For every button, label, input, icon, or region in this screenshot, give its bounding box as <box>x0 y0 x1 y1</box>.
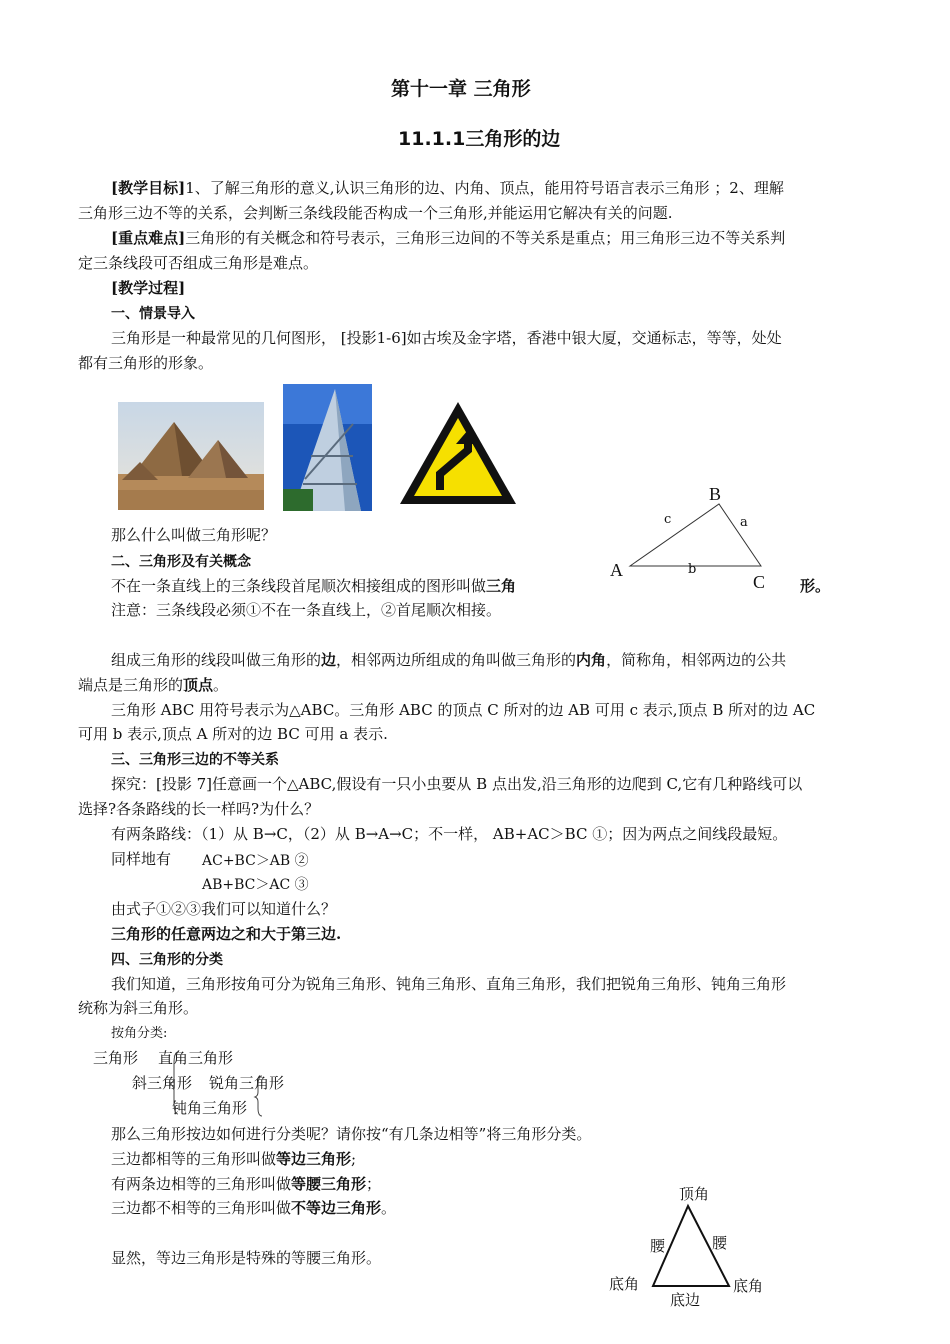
equilateral-end: ; <box>351 1150 357 1168</box>
side-label-c: c <box>664 512 672 527</box>
tree-root: 三角形 <box>93 1049 139 1067</box>
definition-term-end: 形。 <box>800 577 831 595</box>
sec4-title: 四、三角形的分类 <box>111 952 223 968</box>
process-label: [教学过程] <box>111 279 186 297</box>
definition-line <box>111 574 516 598</box>
key-label: [重点难点] <box>111 229 186 247</box>
edge-text-5: 。 <box>213 676 229 694</box>
inequality-3: AB+BC＞AC ③ <box>202 877 309 893</box>
goal-label: [教学目标] <box>111 179 186 197</box>
label-base-angle-right: 底角 <box>733 1277 764 1295</box>
page-title: 第十一章 三角形 <box>391 78 531 100</box>
key-line-1 <box>111 226 785 250</box>
scalene-end: 。 <box>381 1199 397 1217</box>
sec2-title: 二、三角形及有关概念 <box>111 554 251 570</box>
term-isosceles: 等腰三角形 <box>291 1175 367 1193</box>
tree-right: 直角三角形 <box>158 1049 234 1067</box>
note-line: 注意：三条线段必须①不在一条直线上，②首尾顺次相接。 <box>111 601 502 619</box>
tower-photo <box>283 384 372 511</box>
tree-oblique: 斜三角形 <box>132 1074 193 1092</box>
section-title: 11.1.1三角形的边 <box>398 128 561 150</box>
side-question: 那么三角形按边如何进行分类呢？请你按“有几条边相等”将三角形分类。 <box>111 1125 592 1143</box>
tree-obtuse: 钝角三角形 <box>172 1099 248 1117</box>
isosceles-end: ； <box>366 1175 382 1193</box>
vertex-label-a: A <box>610 560 623 580</box>
tree-acute: 锐角三角形 <box>209 1074 285 1092</box>
edge-line-1 <box>111 648 786 672</box>
isosceles-line <box>111 1172 381 1196</box>
key-text: 三角形的有关概念和符号表示，三角形三边间的不等关系是重点；用三角形三边不等关系判 <box>185 229 786 247</box>
equilateral-line <box>111 1147 356 1171</box>
label-leg-right: 腰 <box>712 1234 728 1252</box>
tree-braces <box>164 1050 274 1118</box>
symbol-line-2: 可用 b 表示,顶点 A 所对的边 BC 可用 a 表示. <box>78 725 388 743</box>
edge-text-3: ，简称角，相邻两边的公共 <box>606 651 787 669</box>
inequality-2: AC+BC＞AB ② <box>202 853 309 869</box>
isosceles-text: 有两条边相等的三角形叫做 <box>111 1175 292 1193</box>
warning-sign-icon <box>398 400 518 506</box>
goal-text: 1、了解三角形的意义,认识三角形的边、内角、顶点，能用符号语言表示三角形 ；2、理解 <box>185 179 784 197</box>
by-angle-label: 按角分类: <box>111 1026 168 1041</box>
definition-term: 三角 <box>486 577 517 595</box>
term-equilateral: 等边三角形 <box>276 1150 352 1168</box>
similar-label: 同样地有 <box>111 850 172 868</box>
key-line-2: 定三条线段可否组成三角形是难点。 <box>78 254 319 272</box>
symbol-line-1: 三角形 ABC 用符号表示为△ABC。三角形 ABC 的顶点 C 所对的边 AB 可用 c 表示,顶点 B 所对的边 AC <box>111 701 816 719</box>
label-leg-left: 腰 <box>650 1237 666 1255</box>
definition-text: 不在一条直线上的三条线段首尾顺次相接组成的图形叫做 <box>111 577 487 595</box>
equilateral-text: 三边都相等的三角形叫做 <box>111 1150 277 1168</box>
label-base-angle-left: 底角 <box>609 1275 640 1293</box>
sec3-title: 三、三角形三边的不等关系 <box>111 752 279 768</box>
label-base-side: 底边 <box>670 1291 701 1309</box>
sec1-line-1: 三角形是一种最常见的几何图形， [投影1-6]如古埃及金字塔，香港中银大厦，交通标志，等等，处处 <box>111 329 782 347</box>
obviously-line: 显然，等边三角形是特殊的等腰三角形。 <box>111 1249 382 1267</box>
vertex-label-b: B <box>709 484 722 504</box>
edge-text-2: ，相邻两边所组成的角叫做三角形的 <box>336 651 577 669</box>
edge-line-2 <box>78 673 228 697</box>
scalene-line <box>111 1196 396 1220</box>
goal-line-1 <box>111 176 784 200</box>
sec1-title: 一、情景导入 <box>111 306 195 322</box>
term-edge: 边 <box>321 651 337 669</box>
edge-text-4: 端点是三角形的 <box>78 676 184 694</box>
explore-line-1: 探究：[投影 7]任意画一个△ABC,假设有一只小虫要从 B 点出发,沿三角形的边爬到 C,它有几种路线可以 <box>111 775 803 793</box>
term-scalene: 不等边三角形 <box>291 1199 382 1217</box>
class-line-2: 统称为斜三角形。 <box>78 999 199 1017</box>
explore-line-2: 选择?各条路线的长一样吗?为什么？ <box>78 800 320 818</box>
label-apex-angle: 顶角 <box>679 1185 710 1203</box>
scalene-text: 三边都不相等的三角形叫做 <box>111 1199 292 1217</box>
side-label-b: b <box>688 562 697 577</box>
vertex-label-c: C <box>753 572 766 592</box>
conclusion: 三角形的任意两边之和大于第三边. <box>111 925 342 943</box>
edge-text-1: 组成三角形的线段叫做三角形的 <box>111 651 322 669</box>
pyramid-photo <box>118 402 264 510</box>
sec1-line-2: 都有三角形的形象。 <box>78 354 214 372</box>
class-line-1: 我们知道，三角形按角可分为锐角三角形、钝角三角形、直角三角形，我们把锐角三角形、钝角三角形 <box>111 975 787 993</box>
from-line: 由式子①②③我们可以知道什么？ <box>111 900 337 918</box>
side-label-a: a <box>740 515 748 530</box>
term-interior-angle: 内角 <box>576 651 607 669</box>
term-vertex: 顶点 <box>183 676 214 694</box>
goal-line-2: 三角形三边不等的关系，会判断三条线段能否构成一个三角形,并能运用它解决有关的问题. <box>78 204 673 222</box>
route-line: 有两条路线：（1）从 B→C，（2）从 B→A→C；不一样， AB+AC＞BC ①；因为两点之间线段最短。 <box>111 825 788 843</box>
question-what: 那么什么叫做三角形呢？ <box>111 526 277 544</box>
